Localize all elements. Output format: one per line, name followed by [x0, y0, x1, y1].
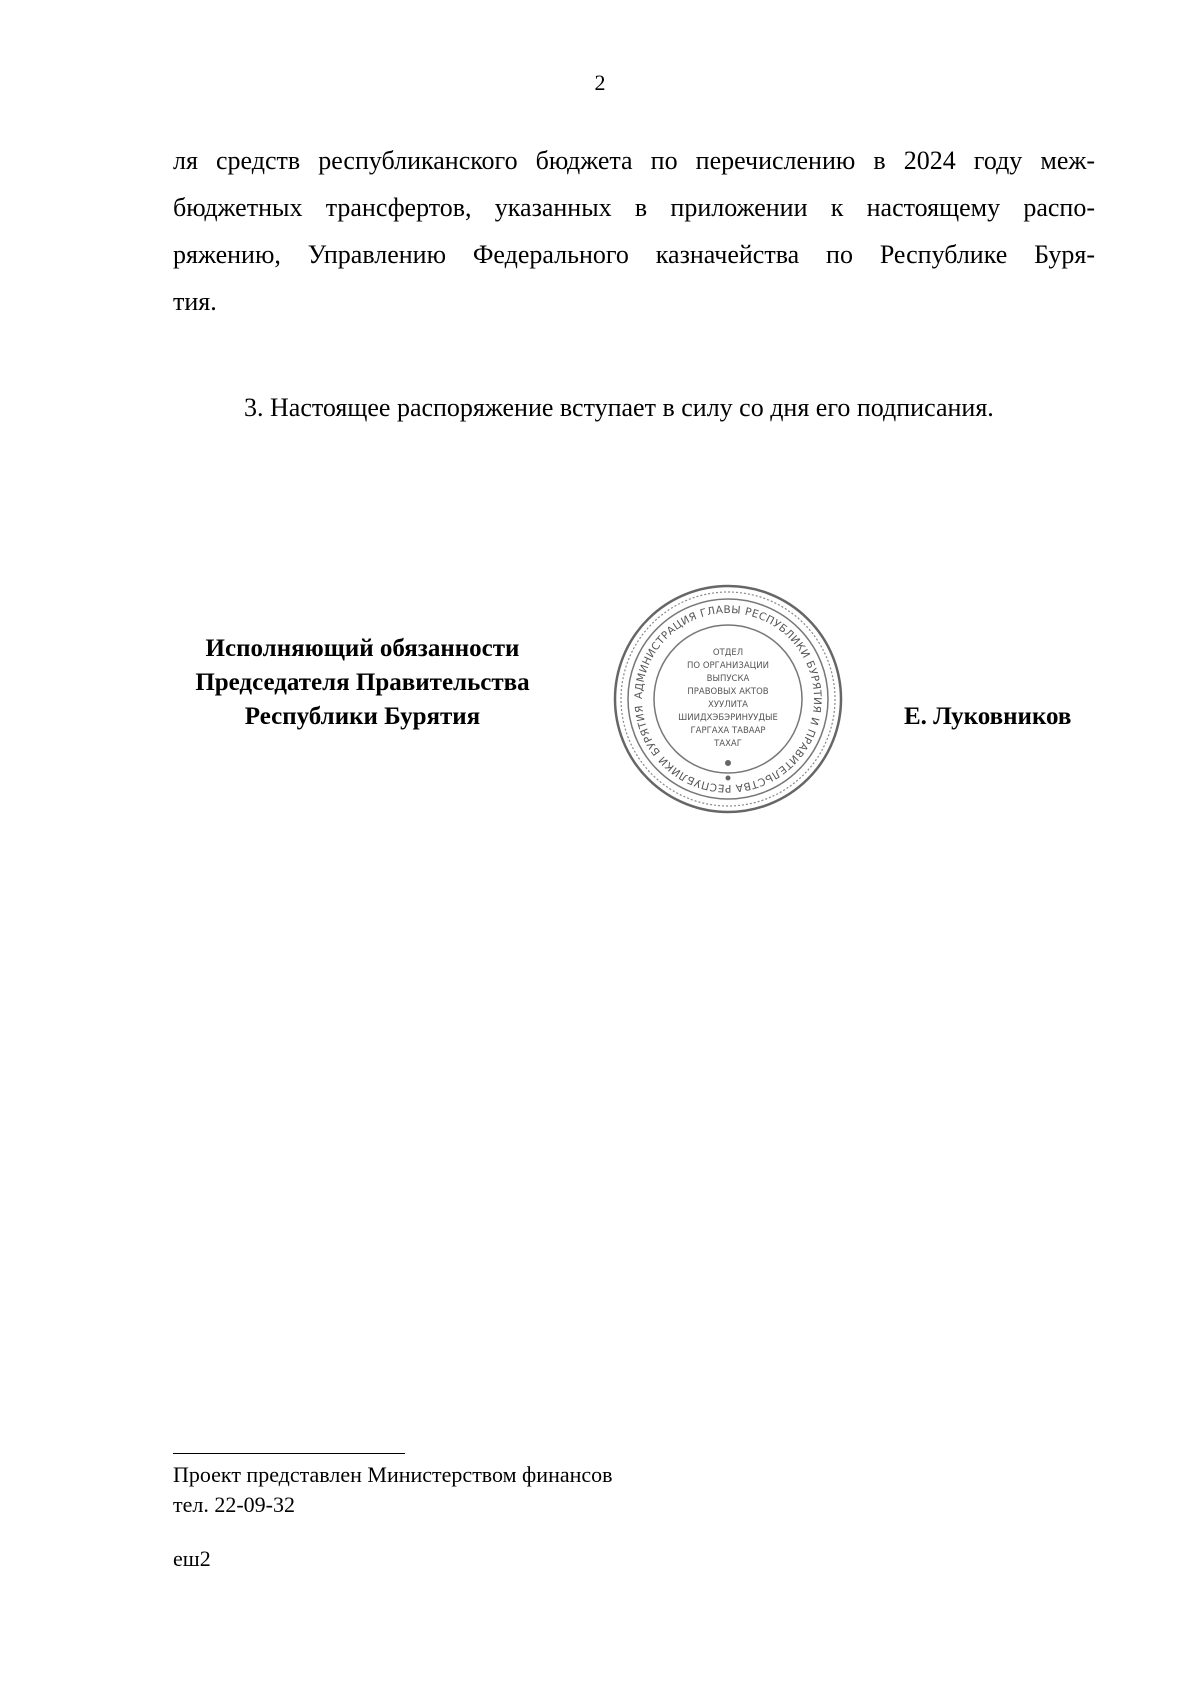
seal-text: ОТДЕЛ — [712, 648, 744, 658]
seal-text: ГАРГАХА ТАВААР — [690, 726, 766, 736]
seal-ring-text: АДМИНИСТРАЦИЯ ГЛАВЫ РЕСПУБЛИКИ БУРЯТИЯ И ПРАВИТЕЛЬСТВА РЕСПУБЛИКИ БУРЯТИЯ — [632, 603, 824, 795]
seal-text: ПРАВОВЫХ АКТОВ — [687, 687, 769, 697]
prepared-by-text: Проект представлен Министерством финансов — [173, 1462, 613, 1487]
page-number: 2 — [594, 70, 606, 95]
body-line: тия. — [173, 287, 217, 316]
body-line: ряжению, Управлению Федерального казначейства по Республике Буря- — [173, 240, 1095, 269]
body-line: ля средств республиканского бюджета по перечислению в 2024 году меж- — [173, 146, 1095, 175]
body-line: бюджетных трансфертов, указанных в приложении к настоящему распо- — [173, 193, 1095, 222]
seal-text: ХУУЛИТА — [708, 700, 748, 710]
clause-3: 3. Настоящее распоряжение вступает в силу со дня его подписания. — [244, 393, 994, 422]
footnote-divider — [173, 1453, 405, 1454]
official-seal — [612, 583, 844, 815]
signer-title-line: Республики Бурятия — [244, 703, 481, 730]
body-paragraph — [173, 137, 1095, 325]
signer-title-line: Председателя Правительства — [195, 669, 530, 696]
signer-title — [150, 632, 575, 734]
document-code: еш2 — [173, 1546, 211, 1571]
seal-text: ШИИДХЭБЭРИНУУДЫЕ — [678, 713, 778, 723]
footer-note — [173, 1460, 613, 1520]
signer-title-line: Исполняющий обязанности — [205, 635, 520, 662]
seal-text: ВЫПУСКА — [706, 674, 750, 684]
phone-text: тел. 22-09-32 — [173, 1492, 296, 1517]
seal-text: ТАХАГ — [714, 739, 742, 749]
seal-text: ПО ОРГАНИЗАЦИИ — [687, 661, 769, 671]
signer-name: Е. Луковников — [904, 703, 1072, 730]
